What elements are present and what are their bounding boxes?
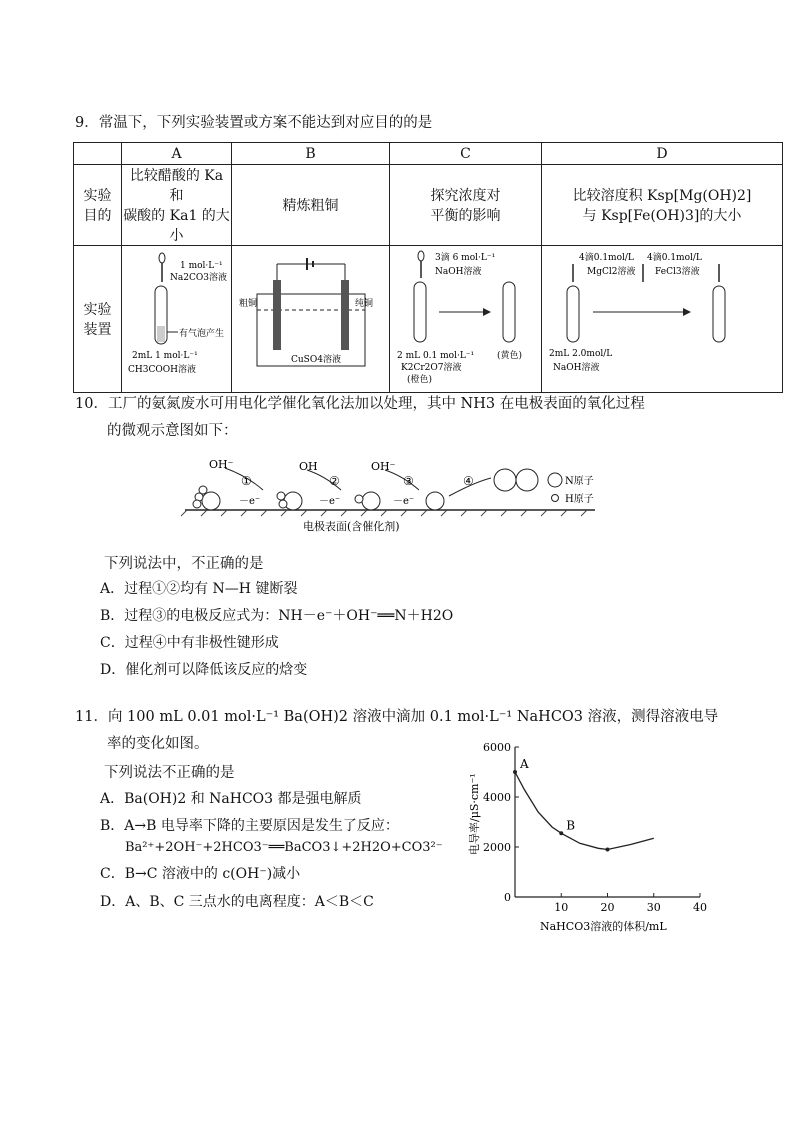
q11-option-b-equation: Ba²⁺+2OH⁻+2HCO3⁻══BaCO3↓+2H2O+CO3²⁻ (125, 840, 443, 855)
q11-option-b: B．A→B 电导率下降的主要原因是发生了反应： (100, 818, 399, 834)
q9-stem: 9．常温下，下列实验装置或方案不能达到对应目的的是 (75, 115, 433, 131)
q9-header-b: B (232, 143, 390, 165)
svg-text:－e⁻: －e⁻ (393, 496, 415, 507)
svg-text:K2Cr2O7溶液: K2Cr2O7溶液 (400, 363, 461, 373)
q11-option-d: D．A、B、C 三点水的电离程度：A＜B＜C (100, 894, 374, 910)
svg-text:2 mL 0.1 mol·L⁻¹: 2 mL 0.1 mol·L⁻¹ (396, 351, 474, 361)
svg-text:OH⁻: OH⁻ (209, 458, 234, 471)
nh3-oxidation-diagram (175, 452, 675, 542)
y-tick-label: 0 (504, 891, 511, 904)
svg-text:纯铜: 纯铜 (354, 299, 373, 309)
test-tube-d1 (567, 286, 579, 342)
q9-corner (74, 143, 122, 165)
x-axis-label: NaHCO3溶液的体积/mL (540, 920, 667, 933)
svg-text:粗铜: 粗铜 (238, 299, 257, 309)
point-label-b: B (566, 818, 576, 833)
crude-copper-electrode (273, 280, 281, 350)
legend-h-icon (552, 495, 559, 502)
x-tick-label: 40 (693, 901, 707, 914)
test-tube-d2 (713, 286, 725, 342)
svg-text:④: ④ (463, 474, 474, 488)
data-point-b (559, 831, 563, 835)
x-tick-label: 10 (554, 901, 569, 914)
q9-header-a: A (122, 143, 232, 165)
q9-header-c: C (390, 143, 542, 165)
q10-option-b: B．过程③的电极反应式为：NH－e⁻＋OH⁻══N＋H2O (100, 608, 454, 624)
conductivity-chart (460, 735, 720, 940)
legend-n-icon (548, 473, 562, 487)
dropper-bulb-a (159, 253, 165, 263)
apparatus-d-drawing (543, 246, 781, 388)
q9-purpose-c: 探究浓度对 平衡的影响 (390, 165, 542, 246)
svg-text:N原子: N原子 (565, 476, 594, 487)
q11-stem-1: 11．向 100 mL 0.01 mol·L⁻¹ Ba(OH)2 溶液中滴加 0.1 mol·L⁻¹ NaHCO3 溶液，测得溶液电导 (75, 709, 719, 725)
svg-text:Na2CO3溶液: Na2CO3溶液 (170, 273, 227, 283)
q9-table (73, 142, 783, 393)
svg-text:CuSO4溶液: CuSO4溶液 (290, 355, 341, 365)
q9-purpose-a: 比较醋酸的 Ka 和 碳酸的 Ka1 的大小 (122, 165, 232, 246)
y-tick-label: 6000 (483, 741, 511, 754)
svg-text:－e⁻: －e⁻ (239, 496, 261, 507)
test-tube-c1 (414, 282, 426, 342)
q10-stem-2: 的微观示意图如下： (107, 423, 238, 439)
y-tick-label: 2000 (483, 841, 511, 854)
apparatus-b-drawing (233, 246, 389, 388)
data-point-a (513, 770, 517, 774)
svg-text:OH⁻: OH⁻ (371, 460, 396, 473)
apparatus-c-drawing (391, 246, 541, 388)
y-tick-label: 4000 (483, 791, 511, 804)
q10-option-c: C．过程④中有非极性键形成 (100, 635, 279, 651)
svg-text:(橙色): (橙色) (406, 375, 432, 385)
svg-text:电极表面(含催化剂): 电极表面(含催化剂) (303, 520, 400, 533)
svg-text:4滴0.1mol/L: 4滴0.1mol/L (579, 253, 634, 263)
apparatus-a-drawing (122, 246, 232, 388)
q9-purpose-row (74, 165, 783, 246)
pure-copper-electrode (341, 280, 349, 350)
point-label-a: A (520, 757, 529, 771)
q9-apparatus-b (232, 246, 390, 393)
q9-purpose-b: 精炼粗铜 (232, 165, 390, 246)
q10-option-a: A．过程①②均有 N—H 键断裂 (100, 581, 298, 597)
svg-text:OH: OH (299, 460, 318, 473)
q9-apparatus-a (122, 246, 232, 393)
q11-option-a: A．Ba(OH)2 和 NaHCO3 都是强电解质 (100, 791, 362, 807)
q11-option-c: C．B→C 溶液中的 c(OH⁻)减小 (100, 866, 301, 882)
x-tick-label: 30 (646, 901, 661, 914)
svg-text:NaOH溶液: NaOH溶液 (553, 363, 600, 373)
q9-apparatus-c (390, 246, 542, 393)
svg-text:2mL 1 mol·L⁻¹: 2mL 1 mol·L⁻¹ (132, 351, 198, 361)
q11-ask: 下列说法不正确的是 (104, 765, 235, 781)
svg-text:FeCl3溶液: FeCl3溶液 (655, 267, 700, 277)
q9-apparatus-row (74, 246, 783, 393)
y-axis-label: 电导率/μS·cm⁻¹ (468, 773, 481, 855)
svg-text:－e⁻: －e⁻ (319, 496, 341, 507)
svg-text:有气泡产生: 有气泡产生 (179, 329, 225, 339)
svg-text:NaOH溶液: NaOH溶液 (434, 267, 481, 277)
svg-text:MgCl2溶液: MgCl2溶液 (587, 267, 636, 277)
q9-header-row (74, 143, 783, 165)
q11-stem-2: 率的变化如图。 (107, 736, 209, 752)
test-tube-c2 (503, 282, 515, 342)
q10-ask: 下列说法中，不正确的是 (104, 556, 264, 572)
svg-text:3滴 6 mol·L⁻¹: 3滴 6 mol·L⁻¹ (434, 253, 495, 263)
svg-text:CH3COOH溶液: CH3COOH溶液 (128, 365, 196, 375)
svg-text:②: ② (329, 474, 340, 488)
q9-header-d: D (542, 143, 783, 165)
svg-text:①: ① (241, 474, 252, 488)
data-point-c (606, 848, 610, 852)
svg-text:H原子: H原子 (565, 494, 594, 505)
q9-purpose-label: 实验 目的 (74, 165, 122, 246)
q9-apparatus-label: 实验 装置 (74, 246, 122, 393)
q10-stem-1: 10．工厂的氨氮废水可用电化学催化氧化法加以处理，其中 NH3 在电极表面的氧化过程 (75, 396, 645, 412)
q10-option-d: D．催化剂可以降低该反应的焓变 (100, 662, 308, 678)
svg-text:③: ③ (403, 474, 414, 488)
svg-text:4滴0.1mol/L: 4滴0.1mol/L (647, 253, 702, 263)
q9-apparatus-d (542, 246, 783, 393)
svg-text:(黄色): (黄色) (496, 351, 522, 361)
svg-text:2mL 2.0mol/L: 2mL 2.0mol/L (549, 349, 613, 359)
series-line (515, 772, 654, 850)
n-atom (202, 492, 220, 510)
arrow-icon (385, 470, 419, 490)
svg-text:1 mol·L⁻¹: 1 mol·L⁻¹ (180, 261, 223, 271)
q9-purpose-d: 比较溶度积 Ksp[Mg(OH)2] 与 Ksp[Fe(OH)3]的大小 (542, 165, 783, 246)
x-tick-label: 20 (600, 901, 615, 914)
